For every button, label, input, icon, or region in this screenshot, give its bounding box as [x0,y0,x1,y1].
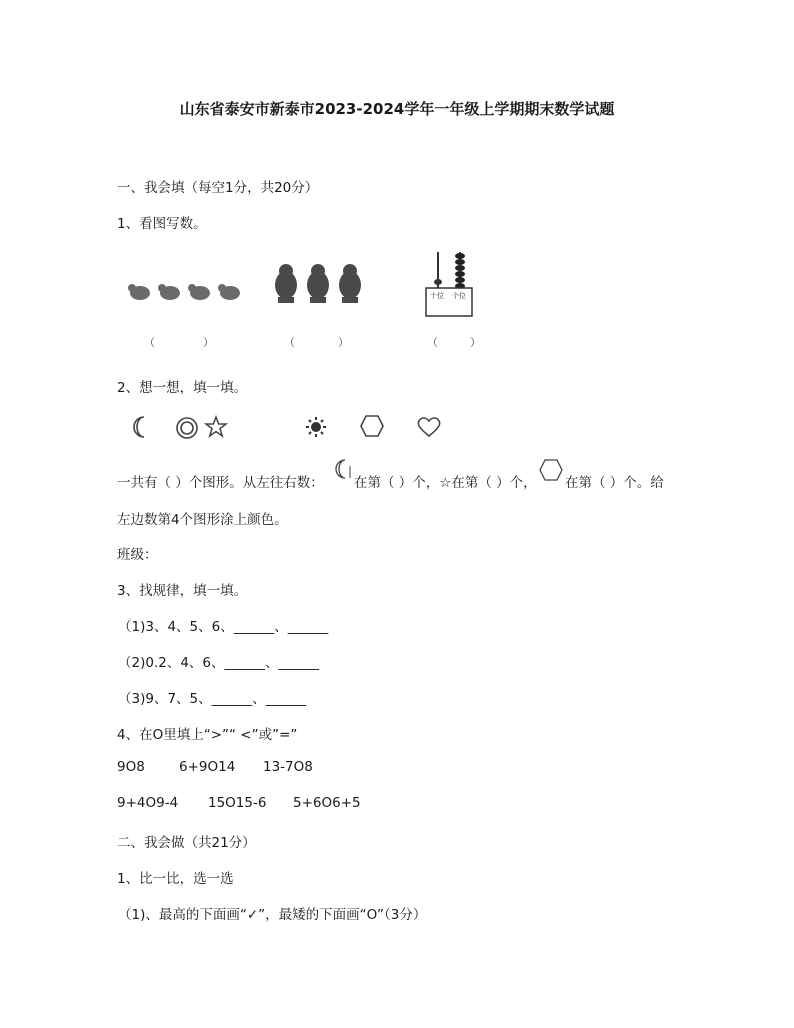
section2-q1-label: 1、比一比，选一选 [117,871,234,887]
hexagon-icon [538,458,564,482]
q4-item: 6+9O14 [179,759,236,775]
q4-item: 13-7O8 [263,759,313,775]
hexagon-icon [359,414,385,438]
section1-heading: 一、我会填（每空1分，共20分） [117,180,319,196]
moon-icon [131,415,151,439]
q3-item: （2)0.2、4、6、______、______ [118,655,320,671]
concentric-circle-icon [175,416,199,440]
q3-item: （1)3、4、5、6、______、______ [118,619,329,635]
q2-text-end: 在第（ ）个。给 [565,475,664,491]
page-title: 山东省泰安市新泰市2023-2024学年一年级上学期期末数学试题 [179,100,615,118]
sun-icon [305,416,327,438]
q4-label: 4、在O里填上“>”“ <”或”=” [117,727,298,743]
answer-blank-open: （ [284,336,295,349]
q1-label: 1、看图写数。 [117,216,207,232]
q4-item: 5+6O6+5 [293,795,361,811]
heart-icon [416,416,442,438]
abacus-figure [424,252,474,318]
q2-label: 2、想一想，填一填。 [117,380,248,396]
class-label: 班级： [117,547,158,563]
q3-item: （3)9、7、5、______、______ [118,691,307,707]
q2-text-color: 左边数第4个图形涂上颜色。 [117,512,288,528]
star-icon [204,415,228,439]
four-animals-figure [126,278,246,308]
q4-item: 9O8 [117,759,145,775]
animal-icon [218,284,226,292]
abacus-ones-label: 个位 [452,292,466,300]
answer-blank-close: ） [470,336,481,349]
animal-icon [158,284,166,292]
moon-icon [334,458,354,480]
answer-blank-close: ） [203,336,214,349]
animal-icon [188,284,196,292]
q2-text-positions: 在第（ ）个，☆在第（ ）个， [354,475,537,491]
answer-blank-close: ） [338,336,349,349]
section2-heading: 二、我会做（共21分） [117,835,256,851]
animal-icon [128,284,136,292]
abacus-tens-label: 十位 [430,292,444,300]
q3-label: 3、找规律，填一填。 [117,583,248,599]
q4-item: 15O15-6 [208,795,267,811]
q4-item: 9+4O9-4 [117,795,179,811]
three-animals-figure [270,263,370,307]
q2-text-count: 一共有（ ）个图形。从左往右数： [117,475,324,491]
section2-q1-sub1: （1)、最高的下面画“✓”，最矮的下面画“O”（3分） [118,907,427,923]
answer-blank-open: （ [144,336,155,349]
bead-icon [434,279,442,285]
answer-blank-open: （ [427,336,438,349]
